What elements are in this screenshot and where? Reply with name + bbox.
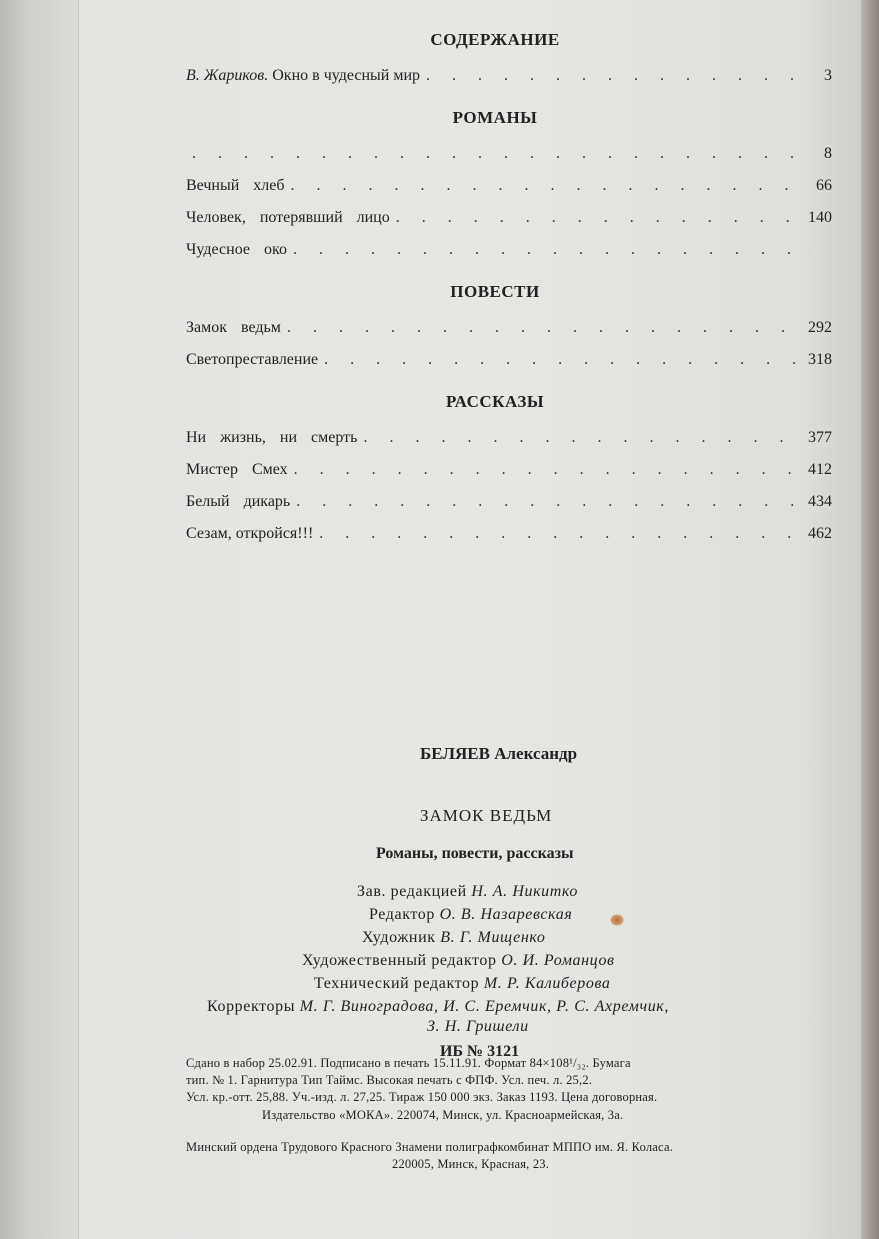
credit-line — [314, 975, 611, 993]
credit-name: О. В. Назаревская — [439, 906, 573, 923]
page-number: 8 — [824, 145, 832, 162]
dot-leader — [192, 138, 798, 170]
toc-title: Мистер Смех — [186, 461, 288, 478]
contents-title: СОДЕРЖАНИЕ — [430, 30, 560, 49]
toc-title: Вечный хлеб — [186, 177, 285, 194]
book-edge — [861, 0, 879, 1239]
section-heading-novels: РОМАНЫ — [452, 108, 538, 127]
page-number: 140 — [808, 209, 832, 226]
section-heading-novellas: ПОВЕСТИ — [450, 282, 540, 301]
credit-name: В. Г. Мищенко — [440, 929, 546, 946]
credit-role: Редактор — [369, 906, 435, 923]
toc-row — [186, 486, 832, 518]
page-gutter — [0, 0, 79, 1239]
toc-title: Сезам, откройся!!! — [186, 525, 314, 542]
credit-line — [357, 883, 578, 901]
credit-name: М. Г. Виноградова, И. С. Еремчик, Р. С. Ахремчик, — [299, 998, 669, 1015]
dot-leader — [296, 486, 798, 518]
imprint-book-title: ЗАМОК ВЕДЬМ — [420, 806, 553, 825]
print-info-line: Минский ордена Трудового Красного Знамени полиграфкомбинат МППО им. Я. Коласа. — [186, 1140, 674, 1154]
toc-row — [186, 518, 832, 550]
toc-title: Замок ведьм — [186, 319, 281, 336]
credit-line — [302, 952, 615, 970]
toc-row — [186, 138, 832, 170]
intro-title: Окно в чудесный мир — [272, 67, 421, 84]
toc-row — [186, 454, 832, 486]
ib-number: ИБ № 3121 — [440, 1043, 520, 1060]
toc-row-intro — [186, 60, 832, 92]
dot-leader — [426, 60, 798, 92]
toc-row — [186, 170, 832, 202]
dot-leader — [396, 202, 798, 234]
credit-role: Технический редактор — [314, 975, 480, 992]
toc-title: Ни жизнь, ни смерть — [186, 429, 358, 446]
page-number: 434 — [808, 493, 832, 510]
imprint-subtitle: Романы, повести, рассказы — [376, 845, 574, 862]
credit-line — [207, 998, 669, 1016]
credit-name: Н. А. Никитко — [471, 883, 578, 900]
credit-line — [369, 906, 572, 924]
credit-name: М. Р. Калиберова — [483, 975, 611, 992]
print-info-line: Издательство «МОКА». 220074, Минск, ул. Красноармейская, 3а. — [262, 1108, 624, 1122]
page-number: 462 — [808, 525, 832, 542]
page-number: 292 — [808, 319, 832, 336]
page-number: 66 — [816, 177, 832, 194]
dot-leader — [291, 170, 798, 202]
page-number: 318 — [808, 351, 832, 368]
toc-row — [186, 202, 832, 234]
dot-leader — [363, 422, 798, 454]
toc-row — [186, 344, 832, 376]
dot-leader — [294, 454, 798, 486]
toc-title: Человек, потерявший лицо — [186, 209, 390, 226]
dot-leader — [293, 234, 798, 266]
credit-line — [362, 929, 545, 947]
print-info-line: 220005, Минск, Красная, 23. — [392, 1157, 550, 1171]
print-info-line: Сдано в набор 25.02.91. Подписано в печать 15.11.91. Формат 84×108¹/₃₂. Бумага — [186, 1056, 631, 1070]
credit-line — [427, 1018, 529, 1036]
table-of-contents — [186, 26, 832, 550]
credit-role: Художник — [362, 929, 436, 946]
toc-title: Белый дикарь — [186, 493, 291, 510]
toc-row — [186, 422, 832, 454]
dot-leader — [324, 344, 798, 376]
section-heading-stories: РАССКАЗЫ — [445, 392, 545, 411]
credit-role: Художественный редактор — [302, 952, 497, 969]
intro-author: В. Жариков. — [186, 67, 269, 84]
toc-title: Светопреставление — [186, 351, 319, 368]
dot-leader — [319, 518, 798, 550]
credit-role: Зав. редакцией — [357, 883, 467, 900]
toc-row — [186, 234, 832, 266]
paper-stain — [610, 914, 624, 926]
print-info-line: Усл. кр.-отт. 25,88. Уч.-изд. л. 27,25. Тираж 150 000 экз. Заказ 1193. Цена договорная. — [186, 1090, 658, 1104]
page-number: 412 — [808, 461, 832, 478]
print-info-line: тип. № 1. Гарнитура Тип Таймс. Высокая печать с ФПФ. Усл. печ. л. 25,2. — [186, 1073, 593, 1087]
credit-role: Корректоры — [207, 998, 296, 1015]
page-number: 377 — [808, 429, 832, 446]
credit-name: З. Н. Гришели — [427, 1018, 529, 1035]
imprint-author: БЕЛЯЕВ Александр — [420, 744, 578, 763]
credit-name: О. И. Романцов — [501, 952, 615, 969]
toc-row — [186, 312, 832, 344]
page-number: 3 — [824, 67, 832, 84]
dot-leader — [287, 312, 798, 344]
toc-title: Чудесное око — [186, 241, 287, 258]
